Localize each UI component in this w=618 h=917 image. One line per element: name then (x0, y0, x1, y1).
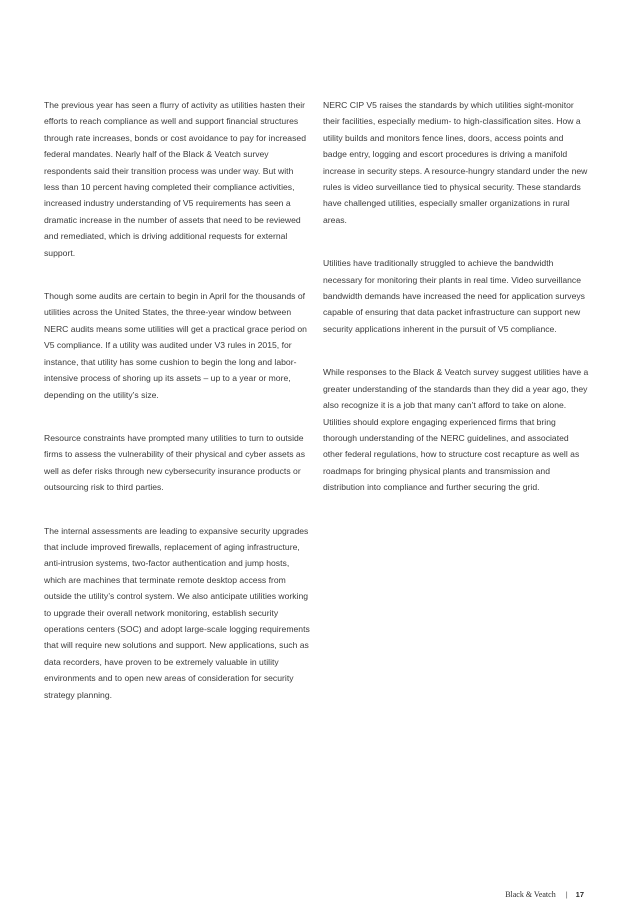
page-footer (505, 890, 584, 899)
page-number: 17 (575, 890, 584, 899)
footer-separator: | (565, 890, 568, 899)
footer-brand: Black & Veatch (505, 890, 556, 899)
body-paragraph: Resource constraints have prompted many utilities to turn to outside firms to assess the vulnerability of their physical and cyber assets as well as defer risks through new cybersecurity insurance products or outsourcing risk to third parties. (44, 432, 306, 493)
body-paragraph: While responses to the Black & Veatch survey suggest utilities have a greater understanding of the standards than they did a year ago, they also recognize it is a job that many can’t afford to take on alone. Utilities should explore engaging experienced firms that bring thorough understanding of the NERC guidelines, and associated other federal regulations, how to structure cost recapture as well as roadmaps for bringing physical plants and transmission and distribution into compliance and further securing the grid. (323, 367, 589, 493)
body-paragraph: Utilities have traditionally struggled to achieve the bandwidth necessary for monitoring their plants in real time. Video surveillance bandwidth demands have increased the need for application surveys capable of ensuring that data packet infrastructure can support new security applications inherent in the pursuit of V5 compliance. (323, 258, 585, 334)
body-paragraph: The previous year has seen a flurry of activity as utilities hasten their efforts to reach compliance as well and support financial structures through rate increases, bonds or cost avoidance to pay for increased federal mandates. Nearly half of the Black & Veatch survey respondents said their transition process was under way. But with less than 10 percent having completed their compliance activities, increased industry understanding of V5 requirements has seen a dramatic increase in the number of assets that need to be reviewed and remediated, which is driving additional requests for external support. (44, 100, 306, 258)
body-paragraph: The internal assessments are leading to expansive security upgrades that include improved firewalls, replacement of aging infrastructure, anti-intrusion systems, two-factor authentication and jump hosts, which are machines that terminate remote desktop access from outside the utility’s control system. We also anticipate utilities working to upgrade their overall network monitoring, establish security operations centers (SOC) and adopt large-scale logging requirements that will require new solutions and support. New applications, such as data recorders, have proven to be extremely valuable in utility environments and to open new areas of consideration for security strategy planning. (44, 525, 310, 700)
right-column (323, 97, 589, 523)
body-paragraph: Though some audits are certain to begin in April for the thousands of utilities across the United States, the three-year window between NERC audits means some utilities will get a practical grace period on V5 compliance. If a utility was audited under V3 rules in 2015, for instance, that utility has some cushion to begin the long and labor-intensive process of shoring up its assets – up to a year or more, depending on the utility’s size. (44, 291, 307, 400)
left-column (44, 97, 310, 730)
body-paragraph: NERC CIP V5 raises the standards by which utilities sight-monitor their facilities, especially medium- to high-classification sites. How a utility builds and monitors fence lines, doors, access points and badge entry, logging and escort procedures is driving a manifold increase in security steps. A resource-hungry standard under the new rules is video surveillance tied to physical security. These standards have challenged utilities, especially smaller organizations in rural areas. (323, 100, 588, 225)
